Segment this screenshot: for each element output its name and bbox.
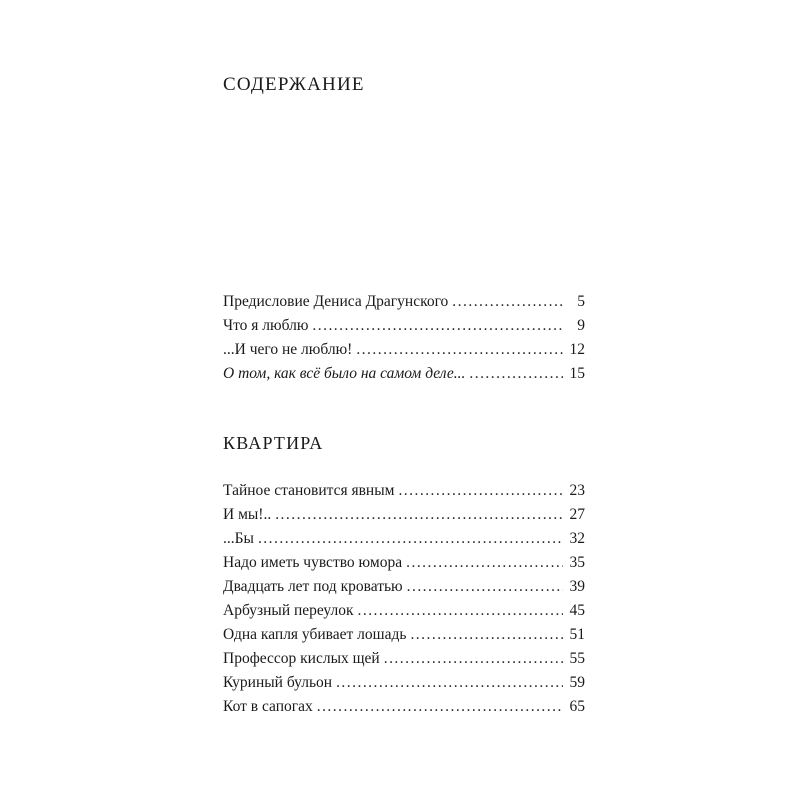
toc-entry-title: ...Бы [223,530,254,547]
toc-dot-leader [406,551,563,575]
toc-entry-page: 35 [569,554,585,571]
toc-dot-leader [398,479,563,503]
toc-entry-title: Одна капля убивает лошадь [223,626,407,643]
toc-dot-leader [469,362,563,386]
intro-toc-list [223,290,585,386]
toc-entry [223,362,585,386]
toc-entry-title: Арбузный переулок [223,602,354,619]
toc-entry-page: 59 [569,674,585,691]
toc-entry [223,671,585,695]
toc-entry-page: 39 [569,578,585,595]
toc-dot-leader [358,599,564,623]
toc-entry-title: Надо иметь чувство юмора [223,554,403,571]
toc-dot-leader [356,338,563,362]
toc-entry-title: Предисловие Дениса Драгунского [223,293,449,310]
toc-dot-leader [336,671,563,695]
toc-entry [223,623,585,647]
toc-entry [223,479,585,503]
toc-entry-page: 45 [569,602,585,619]
toc-dot-leader [384,647,563,671]
toc-dot-leader [312,314,563,338]
toc-entry [223,527,585,551]
toc-entry [223,290,585,314]
toc-entry-page: 9 [577,317,585,334]
toc-entry-page: 15 [569,365,585,382]
toc-entry [223,338,585,362]
toc-dot-leader [407,575,563,599]
toc-dot-leader [258,527,563,551]
toc-entry-page: 5 [577,293,585,310]
toc-dot-leader [317,695,563,719]
toc-entry [223,647,585,671]
toc-entry-title: Тайное становится явным [223,482,395,499]
toc-entry-page: 23 [569,482,585,499]
toc-entry-page: 12 [569,341,585,358]
toc-entry [223,551,585,575]
toc-entry [223,695,585,719]
toc-entry-title: Что я люблю [223,317,309,334]
toc-entry-title: И мы!.. [223,506,272,523]
toc-entry-page: 27 [569,506,585,523]
toc-entry-page: 55 [569,650,585,667]
toc-entry-page: 65 [569,698,585,715]
toc-dot-leader [410,623,563,647]
toc-dot-leader [275,503,563,527]
toc-entry-title: О том, как всё было на самом деле... [223,365,466,382]
section-heading: КВАРТИРА [223,433,324,453]
toc-entry [223,314,585,338]
toc-entry-title: Куриный бульон [223,674,333,691]
toc-entry-title: Двадцать лет под кроватью [223,578,403,595]
toc-entry-page: 32 [569,530,585,547]
toc-dot-leader [452,290,563,314]
toc-entry-title: ...И чего не люблю! [223,341,353,358]
toc-entry-title: Профессор кислых щей [223,650,380,667]
toc-entry [223,503,585,527]
toc-entry [223,599,585,623]
contents-heading: СОДЕРЖАНИЕ [223,74,365,95]
toc-entry-title: Кот в сапогах [223,698,313,715]
toc-entry [223,575,585,599]
section-toc-list [223,479,585,719]
toc-entry-page: 51 [569,626,585,643]
